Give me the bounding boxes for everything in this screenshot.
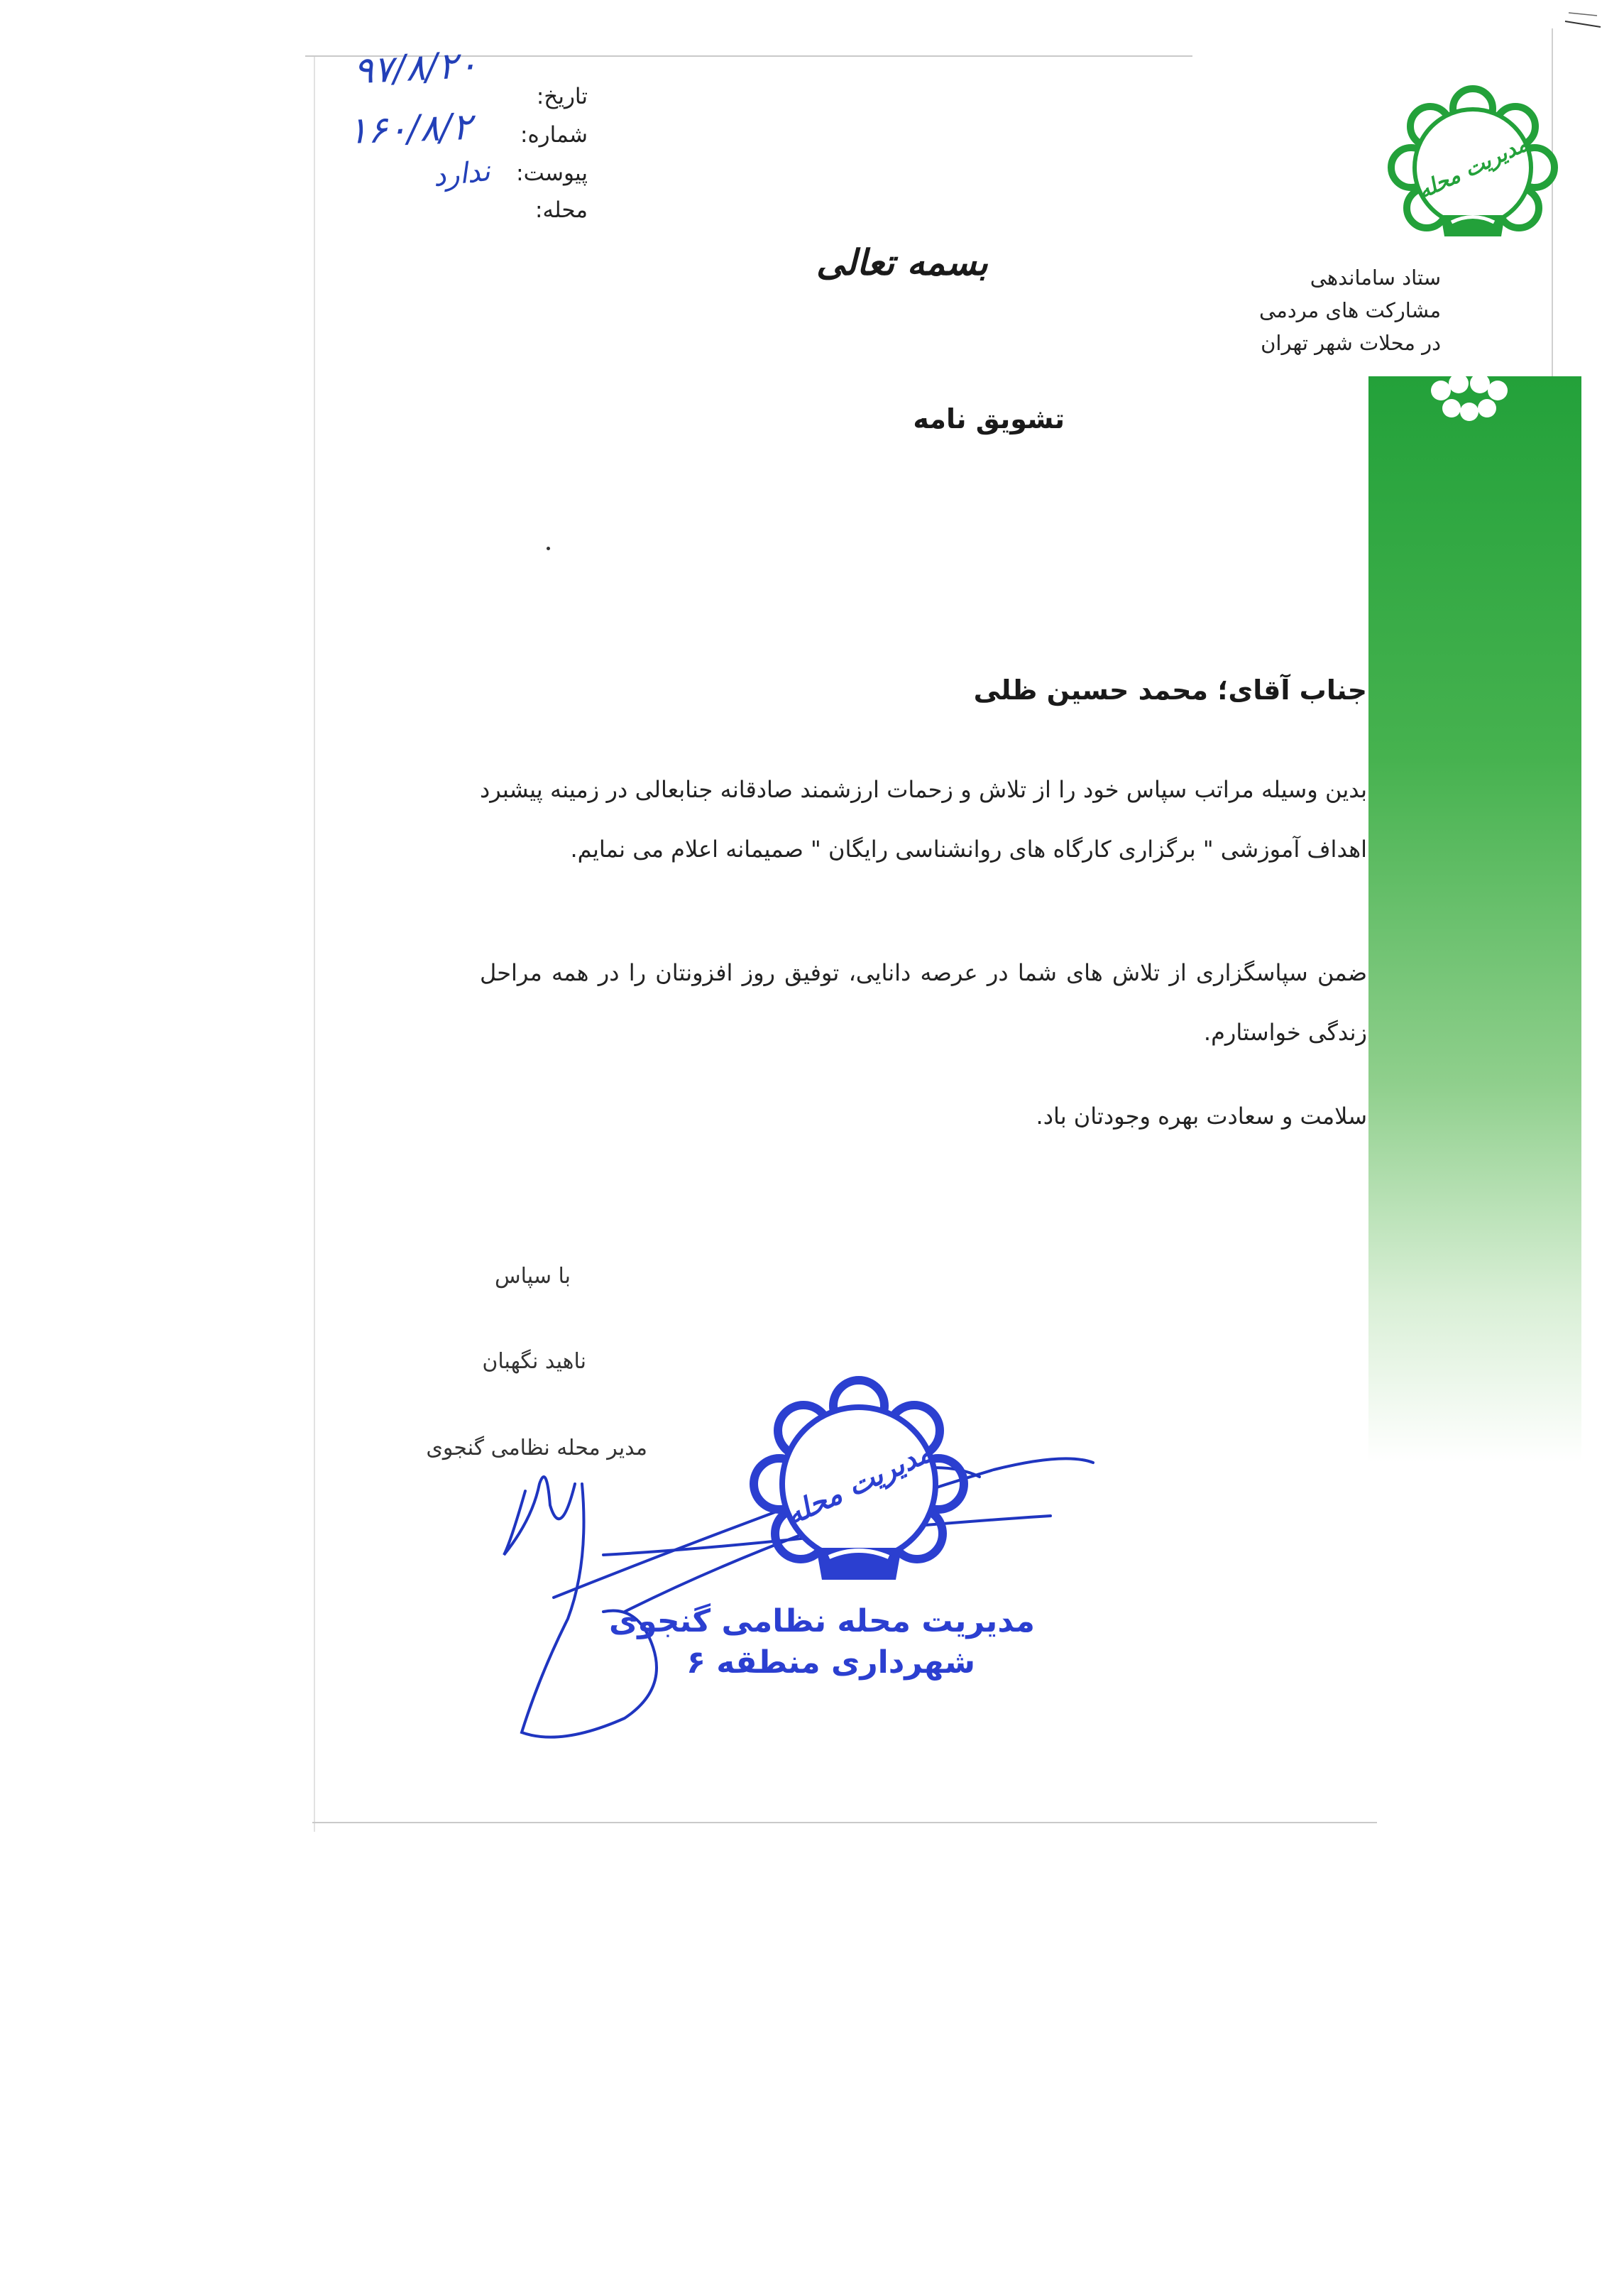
paragraph-3: سلامت و سعادت بهره وجودتان باد. [1036, 1103, 1367, 1130]
handwritten-date: ۹۷/۸/۲۰ [352, 43, 479, 93]
letter-title: تشویق نامه [913, 403, 1065, 435]
logo-text: مدیریت محله [1414, 131, 1532, 204]
neighborhood-label: محله: [535, 197, 588, 223]
stamp-line-1: مدیریت محله نظامی گنجوی [608, 1603, 1035, 1639]
org-line-1: ستاد ساماندهی [1310, 266, 1441, 290]
green-sidebar-band [1368, 376, 1581, 1463]
org-line-2: مشارکت های مردمی [1259, 298, 1441, 322]
org-line-3: در محلات شهر تهران [1261, 331, 1441, 355]
stamp-line-2: شهرداری منطقه ۶ [686, 1644, 975, 1681]
paragraph-1: بدین وسیله مراتب سپاس خود را از تلاش و زحمات ارزشمند صادقانه جنابعالی در زمینه پیشبرد اهداف آموزشی " برگزاری کارگاه های روانشناسی رایگان " صمیمانه اعلام می نمایم. [480, 776, 1367, 863]
date-label: تاریخ: [536, 84, 588, 109]
signatory-role: مدیر محله نظامی گنجوی [426, 1436, 647, 1460]
organization-logo-icon [1384, 84, 1562, 251]
stray-dot [547, 547, 550, 550]
addressee: جناب آقای؛ محمد حسین ظلی [973, 674, 1367, 706]
handwritten-number: ۱۶۰/۸/۲ [347, 105, 473, 153]
organization-name [1259, 261, 1441, 359]
invocation: بسمه تعالی [816, 241, 988, 283]
corner-scan-mark [1562, 7, 1604, 36]
attachment-label: پیوست: [516, 160, 588, 186]
small-emblem-icon [1427, 369, 1512, 426]
signatory-name: ناهید نگهبان [482, 1349, 586, 1374]
paragraph-2: ضمن سپاسگزاری از تلاش های شما در عرصه دانایی، توفیق روز افزونتان را در همه مراحل زندگی خواستارم. [480, 959, 1367, 1046]
number-label: شماره: [520, 122, 588, 148]
stamp-logo-icon [745, 1374, 972, 1594]
stamp-logo-text: مدیریت محله [780, 1436, 938, 1532]
scan-edge-left [314, 57, 315, 1832]
handwritten-attachment: ندارد [431, 154, 492, 194]
closing-phrase: با سپاس [495, 1264, 571, 1289]
scan-edge-bottom [312, 1822, 1377, 1823]
